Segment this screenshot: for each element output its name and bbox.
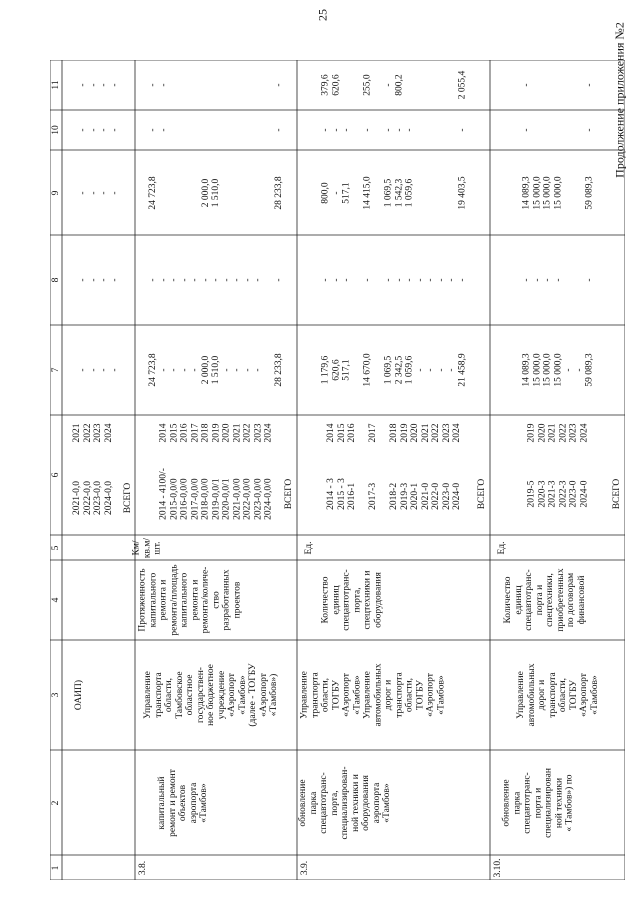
row-measure-name: обновление парка спецавтотранс- порта и специализирован ной техники « Тамбов») по — [501, 767, 575, 838]
row-measure-name: капитальный ремонт и ремонт объектов аэропорта «Тамбов» — [156, 768, 209, 837]
row-executor: Управление транспорта области, Тамбовское областное государствен- ное бюджетное учреждение «Аэропорт «Тамбов» (далее - ТОГБУ «Аэропорт «Тамбов») — [142, 663, 279, 727]
row-col8: - - - - - - - - - - - - — [147, 278, 284, 282]
row-col10: - - - — [147, 128, 284, 132]
row-col10: - - - - - - - - — [320, 128, 467, 132]
carry-col10: - - - - — [77, 128, 119, 132]
row-total-label: ВСЕГО — [476, 478, 487, 509]
carry-col7: - - - - — [77, 368, 119, 372]
row-unit: Ед. — [496, 540, 507, 555]
row-years: 2019 2020 2021 2022 2023 2024 — [526, 423, 589, 442]
carry-col9: - - - - — [77, 190, 119, 195]
row-indicator: Количество единиц спецавтотранс- порта и спецтехники, приобретенных по договорам финансовой — [503, 568, 587, 632]
row-col11: - - - — [147, 83, 284, 87]
row-indicator-values: 2014 - 4100/- 2015-0,0/0 2016-0,0/0 2017-0,0/0 2018-0,0/0 2019-0,0/1 2020-0,0/1 2021-0,0/0 2022-0,0/0 2023-0,0/0 2024-0,0/0 — [158, 467, 274, 520]
row-col9: 24 723,8 2 000,0 1 510,0 28 233,8 — [147, 175, 284, 210]
column-number: 8 — [50, 277, 61, 283]
row-col7: 1 179,6 620,6 517,1 14 670,0 1 069,5 2 342,5 1 059,6 - - - - 21 458,9 — [320, 353, 467, 387]
row-col8: - - - - - - - - - - - - — [320, 278, 467, 282]
row-indicator: Количество единиц спецавтотранс- порта, спецтехники и оборудования — [320, 569, 383, 631]
column-number: 2 — [50, 800, 61, 805]
column-number: 5 — [50, 545, 61, 550]
row-indicator-values: 2019-5 2020-3 2021-3 2022-3 2023-0 2024-0 — [526, 480, 589, 507]
row-total-label: ВСЕГО — [611, 478, 622, 509]
row-col11: - - — [520, 83, 594, 87]
continuation-text: Продолжение приложения №2 — [612, 22, 627, 178]
row-indicator-values: 2014 - 3 2015 - 3 2016-1 2017-3 2018-2 2019-3 2020-1 2021-0 2022-0 2023-0 2024-0 — [325, 477, 462, 510]
column-number: 6 — [50, 472, 61, 478]
row-unit: Ед. — [303, 540, 314, 555]
row-number: 3.8. — [137, 860, 148, 875]
row-col9: 14 089,3 15 000,0 15 000,0 15 000,0 59 089,3 — [520, 175, 594, 210]
row-number: 3.9. — [299, 860, 310, 875]
row-col10: - - — [520, 128, 594, 132]
column-number: 10 — [50, 125, 61, 135]
row-measure-name: обновление парка спецавтотранс- порта, специализирован- ной техники и оборудования аэропорта «Тамбов» — [297, 766, 392, 839]
carry-total-label: ВСЕГО — [122, 482, 133, 513]
carry-col11: - - - - — [77, 83, 119, 87]
carry-volume: 2021-0,0 2022-0,0 2023-0,0 2024-0,0 — [71, 480, 113, 515]
column-number: 4 — [50, 597, 61, 603]
page-number-text: 25 — [315, 9, 330, 21]
appendix-table — [50, 60, 625, 880]
row-col9: 800,0 - 517,1 14 415,0 1 069,5 1 542,3 1 059,6 19 403,5 — [320, 175, 467, 210]
row-executor: Управление транспорта области, ТОГБУ «Аэропорт «Тамбов» Управление автомобильных дорог и транспорта области, ТОГБУ «Аэропорт «Тамбов» — [299, 663, 446, 727]
column-number: 9 — [50, 190, 61, 195]
row-indicator: Протяженность капитального ремонта и ремонта/площадь капитального ремонта и ремонта/количе- ство разработанных проектов — [137, 564, 242, 636]
row-col7: 14 089,3 15 000,0 15 000,0 15 000,0 - - 59 089,3 — [520, 353, 594, 387]
carry-years: 2021 2022 2023 2024 — [71, 423, 113, 442]
column-number: 7 — [50, 367, 61, 373]
carry-col8: - - - - — [77, 278, 119, 282]
row-col11: 379,6 620,6 255,0 - 800,2 2 055,4 — [320, 70, 467, 100]
row-executor: Управление автомобильных дорог и транспорта области, ТОГБУ «Аэропорт «Тамбов» — [515, 663, 599, 727]
row-total-label: ВСЕГО — [283, 478, 294, 509]
row-number: 3.10. — [492, 858, 503, 877]
column-number: 1 — [50, 865, 61, 870]
row-col8: - - - - - — [520, 278, 594, 282]
carry-executor: ОАИП) — [73, 679, 84, 711]
page-number — [316, 4, 330, 26]
row-years: 2014 2015 2016 2017 2018 2019 2020 2021 2022 2023 2024 — [158, 423, 274, 442]
row-unit: Км/ кв.м/ шт. — [131, 537, 163, 558]
column-number: 3 — [50, 692, 61, 698]
row-col7: 24 723,8 - - - - 2 000,0 1 510,0 - - - - 28 233,8 — [147, 353, 284, 387]
row-years: 2014 2015 2016 2017 2018 2019 2020 2021 2022 2023 2024 — [325, 423, 462, 442]
column-number: 11 — [50, 80, 61, 90]
